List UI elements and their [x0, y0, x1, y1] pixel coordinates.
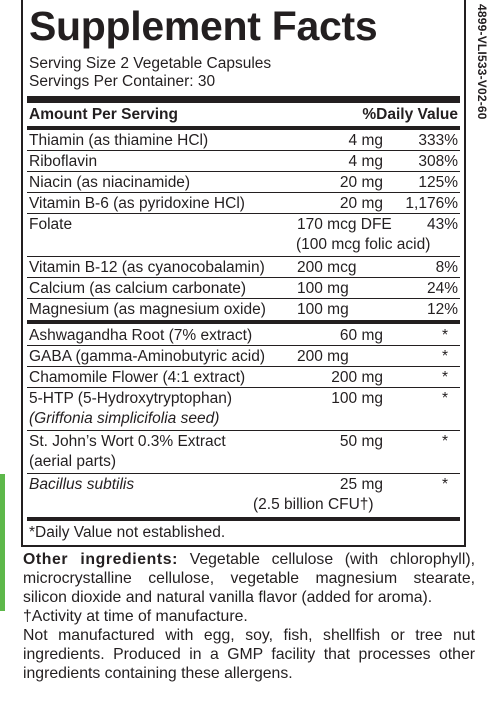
ingredient-dv: *	[441, 369, 448, 386]
ingredient-source: (Griffonia simplicifolia seed)	[29, 410, 220, 427]
thick-divider	[27, 96, 460, 103]
ingredient-amount: 200 mg	[297, 348, 349, 365]
supplement-facts-panel	[21, 0, 466, 547]
lot-code-text: 4899-VLI533-V02-60	[475, 4, 489, 120]
ingredient-name: 5-HTP (5-Hydroxytryptophan)	[29, 390, 233, 407]
ingredient-amount: 25 mg	[339, 476, 383, 493]
other-ingredients-text: Vegetable cellulose (with chlorophyll), microcrystalline cellulose, vegetable magnesium stearate, silicon dioxide and natural vanilla flavor (added for aroma).	[23, 551, 475, 606]
nutrient-amount: 100 mg	[297, 280, 349, 297]
nutrient-name: Calcium (as calcium carbonate)	[29, 280, 247, 297]
ingredient-name: Chamomile Flower (4:1 extract)	[29, 369, 246, 386]
bottom-divider	[27, 517, 460, 521]
ingredient-dv: *	[441, 348, 448, 365]
ingredient-name: Bacillus subtilis	[29, 476, 135, 493]
panel-title: Supplement Facts	[29, 3, 378, 49]
ingredient-name: GABA (gamma-Aminobutyric acid)	[29, 348, 266, 365]
nutrient-dv: 24%	[426, 280, 458, 297]
nutrient-dv: 43%	[426, 216, 458, 233]
nutrient-name: Vitamin B-12 (as cyanocobalamin)	[29, 259, 265, 276]
ingredient-amount: 100 mg	[331, 390, 383, 407]
nutrient-dv: 12%	[426, 301, 458, 318]
servings-per-container: Servings Per Container: 30	[29, 73, 216, 90]
other-ingredients-block	[23, 550, 475, 683]
nutrient-row-folate	[29, 214, 458, 256]
nutrient-name: Niacin (as niacinamide)	[29, 174, 191, 191]
ingredient-name: St. John’s Wort 0.3% Extract	[29, 433, 226, 450]
nutrient-dv: 333%	[418, 132, 458, 149]
ingredient-source: (aerial parts)	[29, 453, 116, 470]
other-ingredients-label: Other ingredients:	[23, 551, 179, 568]
green-accent-bar	[0, 474, 5, 611]
serving-size: Serving Size 2 Vegetable Capsules	[29, 55, 272, 72]
nutrient-name: Vitamin B-6 (as pyridoxine HCl)	[29, 195, 245, 212]
nutrient-dv: 125%	[418, 174, 458, 191]
section-divider	[27, 320, 460, 324]
ingredient-row-bacillus	[29, 474, 458, 516]
header-amount-per-serving: Amount Per Serving	[29, 106, 178, 123]
ingredient-amount: 60 mg	[339, 327, 383, 344]
nutrient-amount: 20 mg	[339, 195, 383, 212]
ingredient-dv: *	[441, 476, 448, 493]
nutrient-dv: 308%	[418, 153, 458, 170]
nutrient-dv: 1,176%	[405, 195, 458, 212]
other-ingredients	[23, 550, 475, 607]
ingredient-row-st-johns-wort	[29, 431, 458, 473]
nutrient-amount: 4 mg	[348, 132, 383, 149]
header-daily-value: %Daily Value	[362, 106, 458, 123]
column-header	[29, 105, 458, 125]
allergen-statement: Not manufactured with egg, soy, fish, shellfish or tree nut ingredients. Produced in a GMP facility that processes other ingredients containing these allergens.	[23, 627, 475, 682]
nutrient-amount: 20 mg	[339, 174, 383, 191]
nutrient-amount: 170 mcg DFE	[297, 216, 392, 233]
ingredient-dv: *	[441, 433, 448, 450]
ingredient-amount: 50 mg	[339, 433, 383, 450]
ingredient-dv: *	[441, 390, 448, 407]
nutrient-name: Riboflavin	[29, 153, 98, 170]
nutrient-amount: 200 mcg	[297, 259, 357, 276]
lot-code	[475, 4, 489, 304]
nutrient-name: Folate	[29, 216, 73, 233]
activity-note: †Activity at time of manufacture.	[23, 608, 248, 625]
ingredient-amount: 200 mg	[331, 369, 383, 386]
nutrient-amount: 4 mg	[348, 153, 383, 170]
nutrient-sub-amount: (100 mcg folic acid)	[296, 236, 431, 253]
nutrient-amount: 100 mg	[297, 301, 349, 318]
nutrient-name: Magnesium (as magnesium oxide)	[29, 301, 266, 318]
ingredient-dv: *	[441, 327, 448, 344]
ingredient-cfu: (2.5 billion CFU†)	[253, 496, 374, 513]
nutrient-name: Thiamin (as thiamine HCl)	[29, 132, 209, 149]
ingredient-name: Ashwagandha Root (7% extract)	[29, 327, 253, 344]
nutrient-dv: 8%	[435, 259, 458, 276]
ingredient-row-5htp	[29, 388, 458, 430]
daily-value-footnote: *Daily Value not established.	[29, 524, 226, 541]
